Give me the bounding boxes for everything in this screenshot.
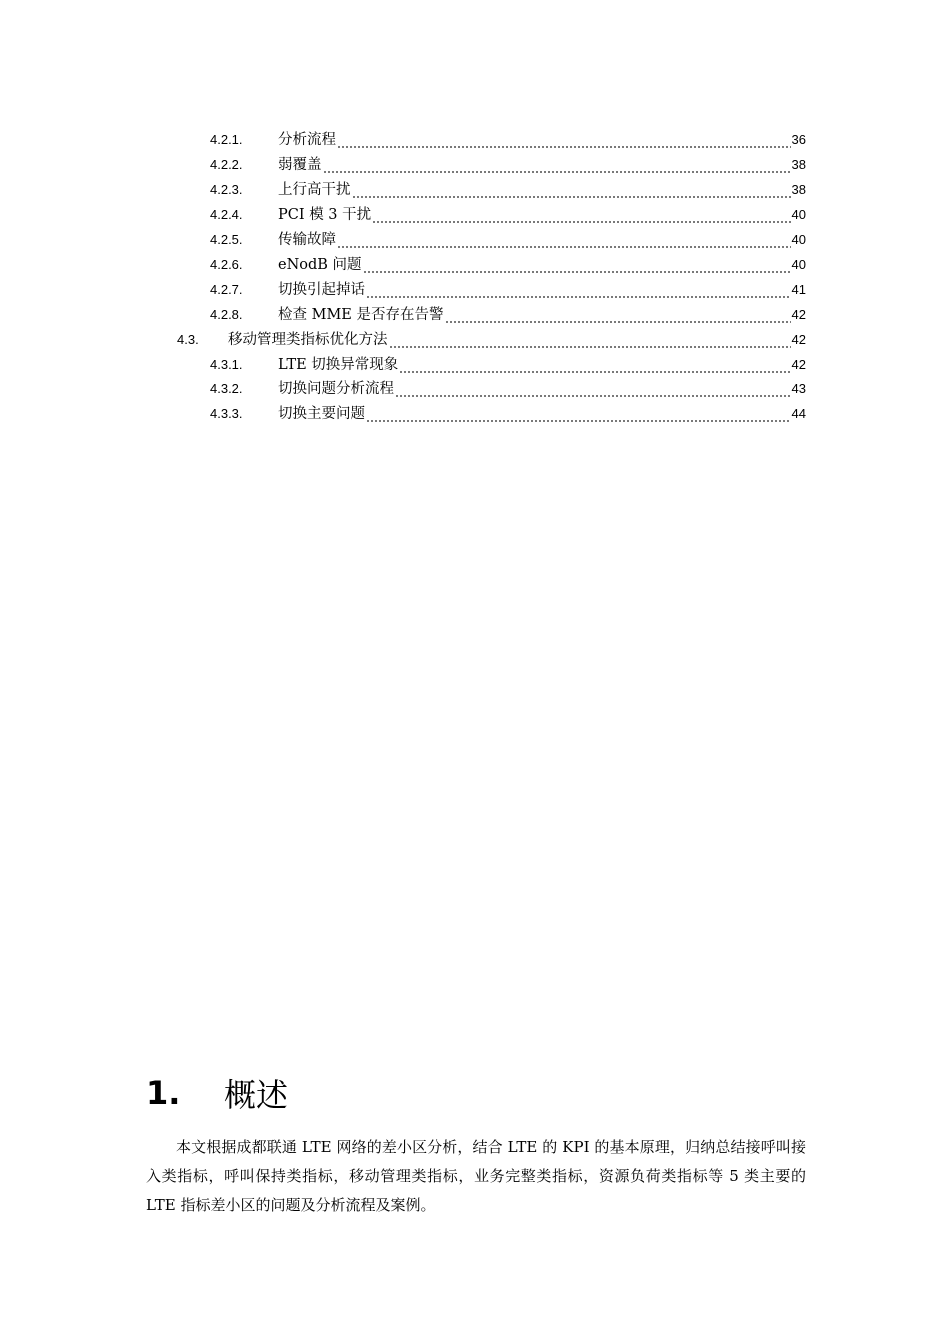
toc-page: 42 [791, 332, 806, 347]
toc-leader [323, 156, 791, 174]
toc-page: 42 [791, 357, 806, 372]
toc-number: 4.2.7. [210, 282, 243, 297]
toc-number: 4.2.3. [210, 182, 243, 197]
toc-number: 4.2.4. [210, 207, 243, 222]
toc-entry[interactable] [210, 274, 806, 299]
body-text [146, 1133, 806, 1220]
toc-title: 分析流程 [278, 132, 336, 148]
toc-title: 上行高干扰 [278, 182, 351, 198]
toc-leader [363, 256, 791, 274]
toc-entry[interactable] [210, 124, 806, 149]
toc-title: PCI 模 3 干扰 [278, 207, 372, 223]
toc-leader [395, 380, 791, 398]
toc-number: 4.2.1. [210, 132, 243, 147]
toc-entry[interactable] [210, 249, 806, 274]
toc-entry[interactable] [210, 349, 806, 374]
section-title: 概述 [224, 1076, 289, 1114]
toc-title: 移动管理类指标优化方法 [228, 332, 388, 348]
toc-page: 41 [791, 282, 806, 297]
intro-paragraph: 本文根据成都联通 LTE 网络的差小区分析，结合 LTE 的 KPI 的基本原理，归纳总结接呼叫接入类指标，呼叫保持类指标，移动管理类指标，业务完整类指标，资源负荷类指标等 5 类主要的 LTE 指标差小区的问题及分析流程及案例。 [146, 1138, 806, 1214]
toc-title: 传输故障 [278, 232, 336, 248]
toc-leader [352, 181, 791, 199]
toc-title: 切换问题分析流程 [278, 381, 394, 397]
toc-leader [337, 231, 791, 249]
toc-page: 40 [791, 232, 806, 247]
toc-entry[interactable] [210, 199, 806, 224]
toc-number: 4.3. [177, 332, 199, 347]
toc-leader [399, 356, 790, 374]
toc-leader [372, 206, 790, 224]
toc-entry[interactable] [210, 299, 806, 324]
toc-page: 36 [791, 132, 806, 147]
toc-number: 4.3.3. [210, 406, 243, 421]
toc-number: 4.2.6. [210, 257, 243, 272]
toc-page: 43 [791, 381, 806, 396]
toc-page: 44 [791, 406, 806, 421]
toc-leader [337, 131, 791, 149]
toc-number: 4.2.2. [210, 157, 243, 172]
toc-leader [389, 331, 791, 349]
toc-page: 38 [791, 157, 806, 172]
toc-entry[interactable] [210, 174, 806, 199]
toc-title: LTE 切换异常现象 [278, 357, 399, 373]
toc-title: 切换主要问题 [278, 406, 365, 422]
toc-number: 4.2.8. [210, 307, 243, 322]
toc-entry[interactable] [210, 398, 806, 423]
toc-number: 4.3.2. [210, 381, 243, 396]
toc-entry[interactable] [210, 373, 806, 398]
toc-title: eNodB 问题 [278, 257, 362, 273]
toc-number: 4.3.1. [210, 357, 243, 372]
section-heading [146, 1068, 288, 1118]
toc-title: 弱覆盖 [278, 157, 322, 173]
toc-page: 40 [791, 207, 806, 222]
toc-number: 4.2.5. [210, 232, 243, 247]
toc-page: 42 [791, 307, 806, 322]
toc-entry[interactable] [177, 324, 806, 349]
toc-leader [366, 281, 791, 299]
toc-page: 38 [791, 182, 806, 197]
toc-title: 检查 MME 是否存在告警 [278, 307, 444, 323]
toc-page: 40 [791, 257, 806, 272]
section-number: 1. [146, 1074, 181, 1112]
toc-entry[interactable] [210, 224, 806, 249]
toc-entry[interactable] [210, 149, 806, 174]
toc-leader [366, 405, 791, 423]
toc-leader [445, 306, 791, 324]
toc-title: 切换引起掉话 [278, 282, 365, 298]
